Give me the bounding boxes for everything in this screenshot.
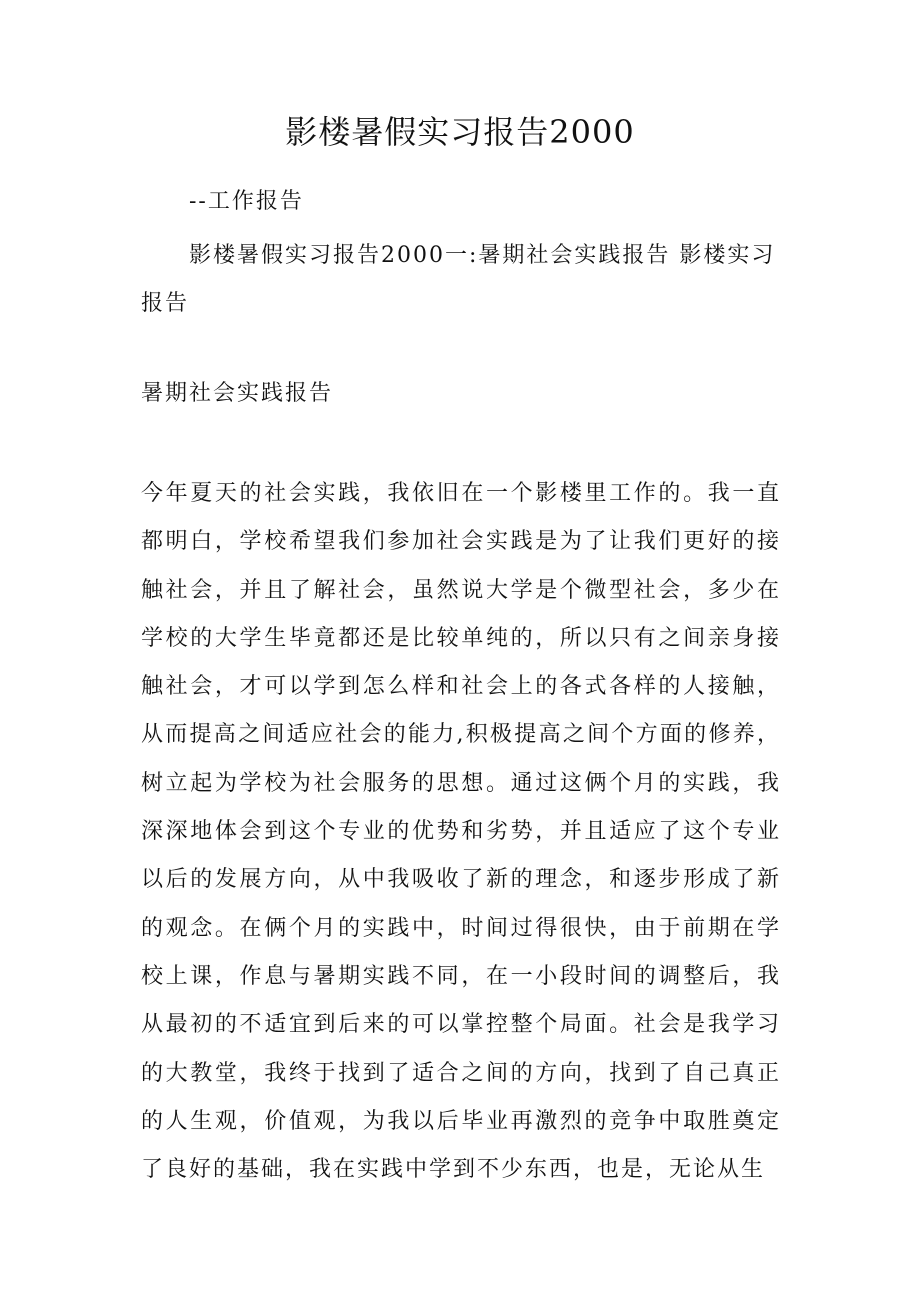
section-heading: 暑期社会实践报告 [141,381,334,406]
document-title: 影楼暑假实习报告2000 [285,113,635,151]
body-paragraph: 今年夏天的社会实践，我依旧在一个影楼里工作的。我一直都明白，学校希望我们参加社会实践是为了让我们更好的接触社会，并且了解社会，虽然说大学是个微型社会，多少在学校的大学生毕竟都还是比较单纯的，所以只有之间亲身接触社会，才可以学到怎么样和社会上的各式各样的人接触，从而提高之间适应社会的能力,积极提高之间个方面的修养，树立起为学校为社会服务的思想。通过这俩个月的实践，我深深地体会到这个专业的优势和劣势，并且适应了这个专业以后的发展方向，从中我吸收了新的理念，和逐步形成了新的观念。在俩个月的实践中，时间过得很快，由于前期在学校上课，作息与暑期实践不同，在一小段时间的调整后，我从最初的不适宜到后来的可以掌控整个局面。社会是我学习的大教堂，我终于找到了适合之间的方向，找到了自己真正的人生观，价值观，为我以后毕业再激烈的竞争中取胜奠定了良好的基础，我在实践中学到不少东西，也是，无论从生 [141,481,781,1183]
intro-paragraph: 影楼暑假实习报告2000一:暑期社会实践报告 影楼实习报告 [141,243,776,316]
document-subtitle: --工作报告 [189,189,304,214]
